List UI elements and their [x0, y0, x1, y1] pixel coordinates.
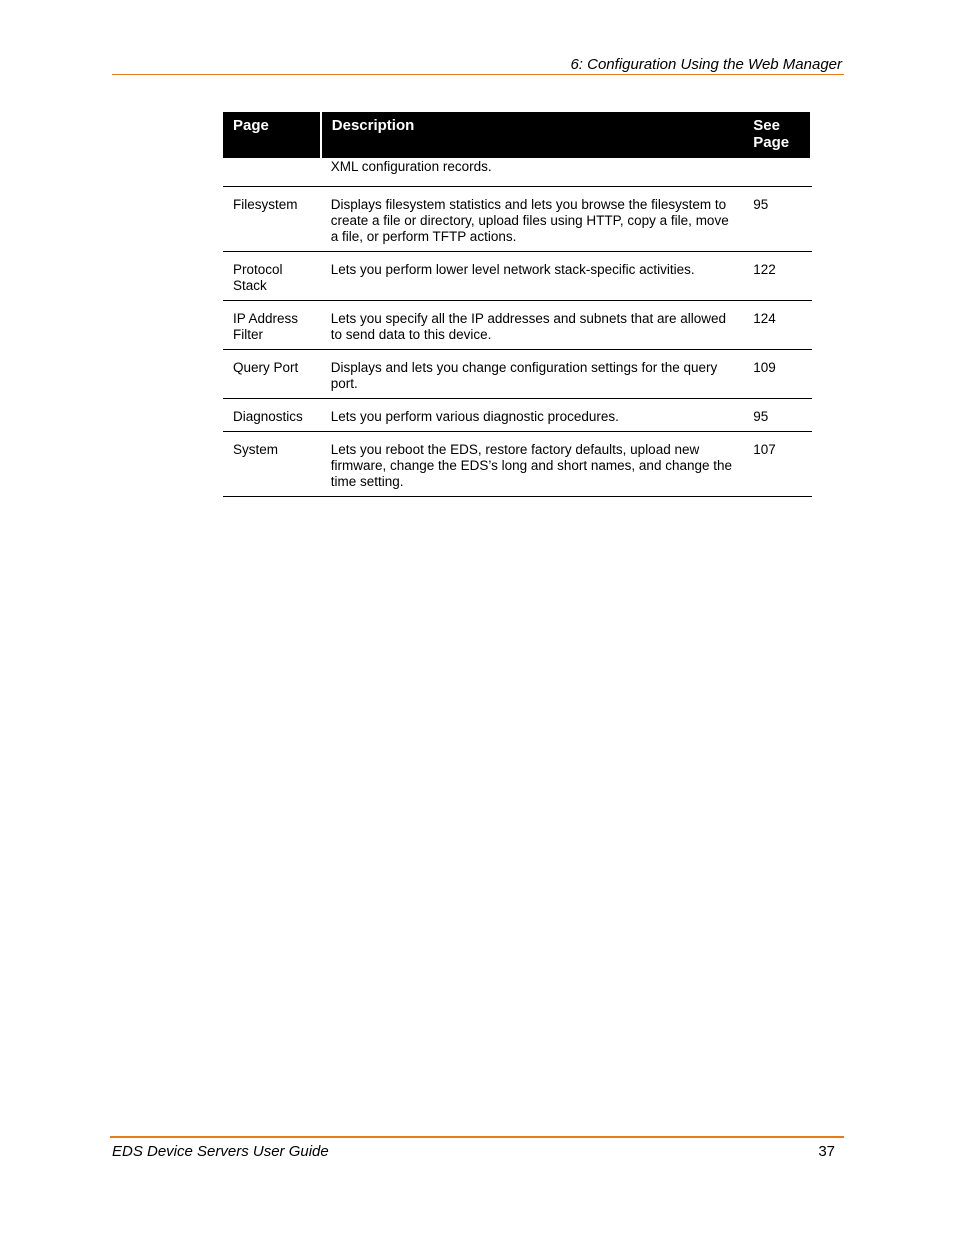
table-row: [223, 301, 812, 350]
cell-description: XML configuration records.: [321, 158, 744, 187]
cell-description: Lets you perform lower level network stack-specific activities.: [321, 252, 744, 301]
table-row: [223, 350, 812, 399]
header-rule: [112, 74, 844, 75]
cell-see-page: 107: [743, 432, 812, 497]
cell-description: Lets you perform various diagnostic procedures.: [321, 399, 744, 432]
cell-description: Displays and lets you change configuration settings for the query port.: [321, 350, 744, 399]
footer-page-number: 37: [818, 1143, 835, 1160]
cell-see-page: [743, 158, 812, 187]
cell-see-page: 109: [743, 350, 812, 399]
footer-guide-title: EDS Device Servers User Guide: [112, 1143, 329, 1160]
cell-page: [223, 158, 321, 187]
cell-page: Protocol Stack: [223, 252, 321, 301]
cell-description: Displays filesystem statistics and lets you browse the filesystem to create a file or directory, upload files using HTTP, copy a file, move a file, or perform TFTP actions.: [321, 187, 744, 252]
column-header-see-page: See Page: [743, 112, 812, 158]
table-header-row: [223, 112, 812, 158]
table-row: [223, 432, 812, 497]
cell-page: Query Port: [223, 350, 321, 399]
cell-see-page: 122: [743, 252, 812, 301]
footer-rule: [110, 1136, 844, 1138]
running-header: 6: Configuration Using the Web Manager: [570, 56, 842, 73]
cell-page: Filesystem: [223, 187, 321, 252]
cell-see-page: 95: [743, 187, 812, 252]
cell-page: Diagnostics: [223, 399, 321, 432]
cell-page: System: [223, 432, 321, 497]
table-row: [223, 158, 812, 187]
table-row: [223, 252, 812, 301]
table-row: [223, 187, 812, 252]
cell-see-page: 95: [743, 399, 812, 432]
column-header-description: Description: [321, 112, 744, 158]
pages-table: [223, 112, 814, 497]
cell-see-page: 124: [743, 301, 812, 350]
cell-description: Lets you specify all the IP addresses and subnets that are allowed to send data to this device.: [321, 301, 744, 350]
table-row: [223, 399, 812, 432]
column-header-page: Page: [223, 112, 321, 158]
cell-description: Lets you reboot the EDS, restore factory defaults, upload new firmware, change the EDS’s long and short names, and change the time setting.: [321, 432, 744, 497]
cell-page: IP Address Filter: [223, 301, 321, 350]
